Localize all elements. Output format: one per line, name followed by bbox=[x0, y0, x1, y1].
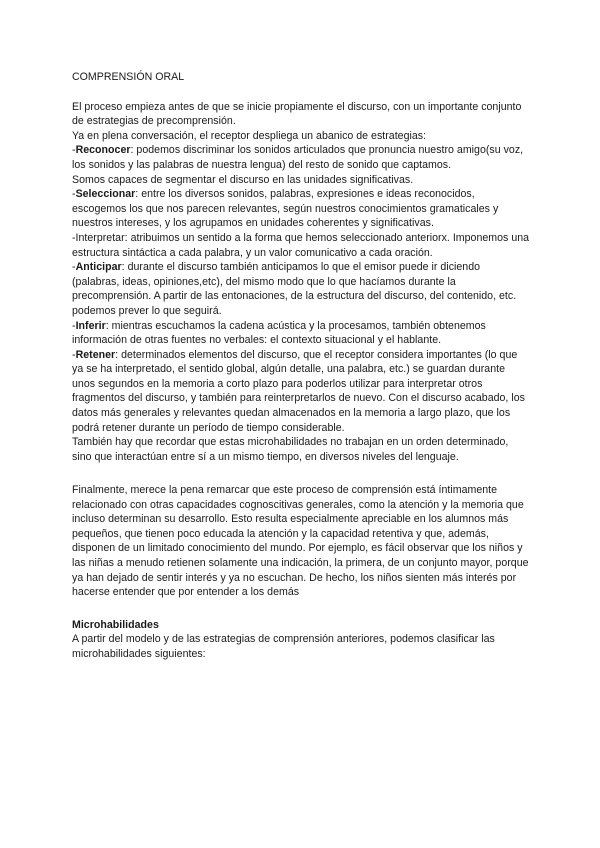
strategy-term-seleccionar: Seleccionar bbox=[75, 188, 136, 201]
conversation-paragraph: Ya en plena conversación, el receptor despliega un abanico de estrategias: bbox=[72, 129, 427, 142]
strategy-prefix: - bbox=[72, 261, 76, 274]
paragraph-gap bbox=[72, 464, 530, 479]
strategy-seleccionar bbox=[72, 187, 530, 231]
strategy-text-seleccionar: : entre los diversos sonidos, palabras, expresiones e ideas reconocidos, escogemos los que nos parecen relevantes, según nuestros conocimientos gramaticales y nuestros intereses, y los agrupamos en unidades coherentes y significativas. bbox=[72, 188, 499, 230]
strategy-prefix: - bbox=[72, 188, 76, 201]
strategy-anticipar bbox=[72, 260, 530, 318]
segmentar-paragraph: Somos capaces de segmentar el discurso en las unidades significativas. bbox=[72, 173, 414, 186]
strategy-text-anticipar: : durante el discurso también anticipamos lo que el emisor puede ir diciendo (palabras, ideas, opiniones,etc), del mismo modo que lo que hacíamos durante la precomprensión. A partir de las entonaciones, de la estructura del discurso, del contenido, etc. podemos prever lo que seguirá. bbox=[72, 261, 517, 317]
strategy-term-anticipar: Anticipar bbox=[75, 261, 122, 274]
strategy-prefix: - bbox=[72, 319, 76, 332]
strategy-interpretar: -Interpretar: atribuimos un sentido a la forma que hemos seleccionado anteriorx. Imponemos una estructura sintáctica a cada palabra, y un valor comunicativo a cada oración. bbox=[72, 231, 530, 259]
strategy-prefix: - bbox=[72, 348, 76, 361]
page-title: COMPRENSIÓN ORAL bbox=[72, 71, 185, 83]
strategy-term-retener: Retener bbox=[75, 348, 116, 361]
strategy-text-retener: : determinados elementos del discurso, que el receptor considera importantes (lo que ya se ha interpretado, el sentido global, algún detalle, una palabra, etc.) se guardan durante unos segundos en la memoria a corto plazo para poderlos utilizar para interpretar otros fragmentos del discurso, y también para reinterpretarlos de nuevo. Con el discurso acabado, los datos más generales y relevantes quedan almacenados en la memoria a largo plazo, que los podrá retener durante un período de tiempo considerable. bbox=[72, 348, 525, 434]
strategy-retener bbox=[72, 348, 530, 436]
strategy-text-reconocer: : podemos discriminar los sonidos articulados que pronuncia nuestro amigo(su voz, los sonidos y las palabras de nuestra lengua) del resto de sonido que captamos. bbox=[72, 144, 524, 171]
strategy-text-inferir: : mientras escuchamos la cadena acústica y la procesamos, también obtenemos información de otras fuentes no verbales: el contexto situacional y el hablante. bbox=[72, 319, 486, 347]
microhabilidades-intro-paragraph: A partir del modelo y de las estrategias de comprensión anteriores, podemos clasificar las microhabilidades siguientes: bbox=[72, 633, 495, 660]
intro-paragraph: El proceso empieza antes de que se inicie propiamente el discurso, con un importante conjunto de estrategias de precomprensión. bbox=[72, 100, 522, 128]
strategy-inferir bbox=[72, 319, 530, 348]
strategy-prefix: - bbox=[72, 144, 76, 157]
finalmente-paragraph: Finalmente, merece la pena remarcar que este proceso de comprensión está íntimamente relacionado con otras capacidades cognoscitivas generales, como la atención y la memoria que incluso determinan su desarrollo. Esto resulta especialmente apreciable en los alumnos más pequeños, que tienen poco educada la atención y la capacidad retentiva y que, además, disponen de un limitado conocimiento del mundo. Por ejemplo, es fácil observar que los niños y las niñas a menudo retienen solamente una indicación, la primera, de un conjunto mayor, porque ya han dejado de sentir interés y ya no escuchan. De hecho, los niños sienten más interés por hacerse entender que por entender a los demás bbox=[72, 484, 529, 599]
strategy-term-reconocer: Reconocer bbox=[75, 144, 131, 157]
paragraph-gap bbox=[72, 600, 530, 616]
strategy-reconocer bbox=[72, 143, 530, 172]
strategy-term-inferir: Inferir bbox=[75, 319, 106, 332]
microhabilidades-note-paragraph: También hay que recordar que estas microhabilidades no trabajan en un orden determinado, sino que interactúan entre sí a un mismo tiempo, en diversos niveles del lenguaje. bbox=[72, 436, 509, 463]
section-heading-microhabilidades: Microhabilidades bbox=[72, 618, 159, 631]
document-body bbox=[72, 70, 530, 662]
